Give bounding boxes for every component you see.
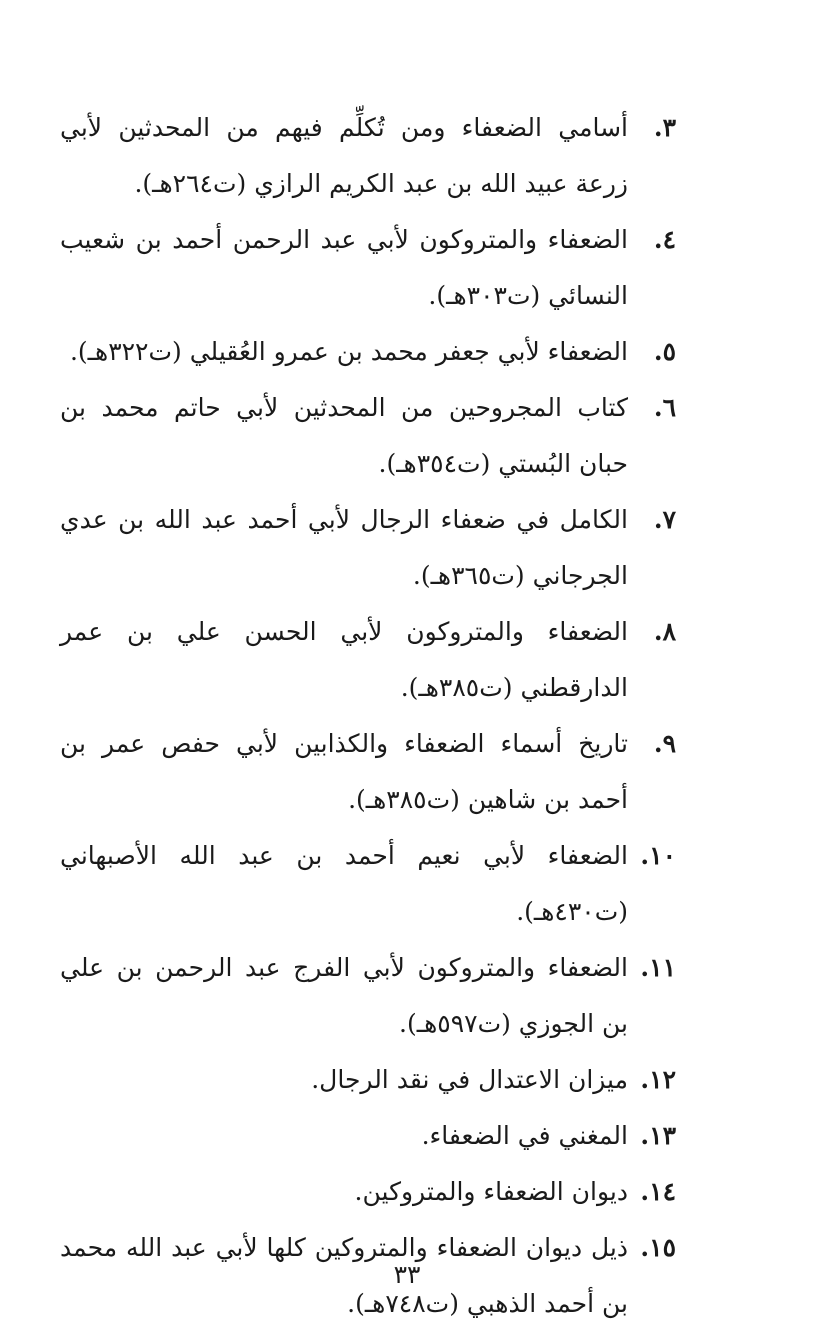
list-number: ١٣. <box>640 1121 676 1150</box>
list-text: ذيل ديوان الضعفاء والمتروكين كلها لأبي عبد الله محمد بن أحمد الذهبي (ت٧٤٨هـ). <box>60 1233 628 1318</box>
list-text: الضعفاء والمتروكون لأبي عبد الرحمن أحمد بن شعيب النسائي (ت٣٠٣هـ). <box>60 225 628 310</box>
list-item <box>60 100 676 212</box>
list-item <box>60 604 676 716</box>
list-text: الكامل في ضعفاء الرجال لأبي أحمد عبد الله بن عدي الجرجاني (ت٣٦٥هـ). <box>60 505 628 590</box>
list-number: ١٠. <box>640 841 676 870</box>
list-text: تاريخ أسماء الضعفاء والكذابين لأبي حفص عمر بن أحمد بن شاهين (ت٣٨٥هـ). <box>60 729 628 814</box>
list-item <box>60 1052 676 1108</box>
list-item <box>60 492 676 604</box>
list-number: ٤. <box>653 225 676 254</box>
list-item <box>60 940 676 1052</box>
list-item <box>60 828 676 940</box>
list-item <box>60 1164 676 1220</box>
list-number: ٥. <box>653 337 676 366</box>
page-number: ٣٣ <box>393 1260 421 1289</box>
list-text: الضعفاء والمتروكون لأبي الحسن علي بن عمر الدارقطني (ت٣٨٥هـ). <box>60 617 628 702</box>
list-item <box>60 212 676 324</box>
list-item <box>60 380 676 492</box>
list-number: ٩. <box>653 729 676 758</box>
list-item <box>60 324 676 380</box>
list-number: ١٥. <box>640 1233 676 1262</box>
list-item <box>60 716 676 828</box>
list-number: ١١. <box>640 953 676 982</box>
list-text: الضعفاء والمتروكون لأبي الفرج عبد الرحمن بن علي بن الجوزي (ت٥٩٧هـ). <box>60 953 628 1038</box>
list-number: ٨. <box>653 617 676 646</box>
list-number: ٦. <box>653 393 676 422</box>
list-text: المغني في الضعفاء. <box>421 1121 628 1150</box>
list-text: أسامي الضعفاء ومن تُكلِّم فيهم من المحدثين لأبي زرعة عبيد الله بن عبد الكريم الرازي (ت٢٦٤هـ). <box>60 113 628 198</box>
list-number: ١٢. <box>640 1065 676 1094</box>
book-page <box>60 100 676 1332</box>
list-text: الضعفاء لأبي نعيم أحمد بن عبد الله الأصبهاني (ت٤٣٠هـ). <box>60 841 628 926</box>
list-number: ٣. <box>653 113 676 142</box>
list-text: كتاب المجروحين من المحدثين لأبي حاتم محمد بن حبان البُستي (ت٣٥٤هـ). <box>60 393 628 478</box>
list-text: الضعفاء لأبي جعفر محمد بن عمرو العُقيلي (ت٣٢٢هـ). <box>69 337 628 366</box>
list-text: ميزان الاعتدال في نقد الرجال. <box>311 1065 628 1094</box>
list-number: ٧. <box>653 505 676 534</box>
list-text: ديوان الضعفاء والمتروكين. <box>354 1177 628 1206</box>
list-item <box>60 1108 676 1164</box>
list-number: ١٤. <box>640 1177 676 1206</box>
